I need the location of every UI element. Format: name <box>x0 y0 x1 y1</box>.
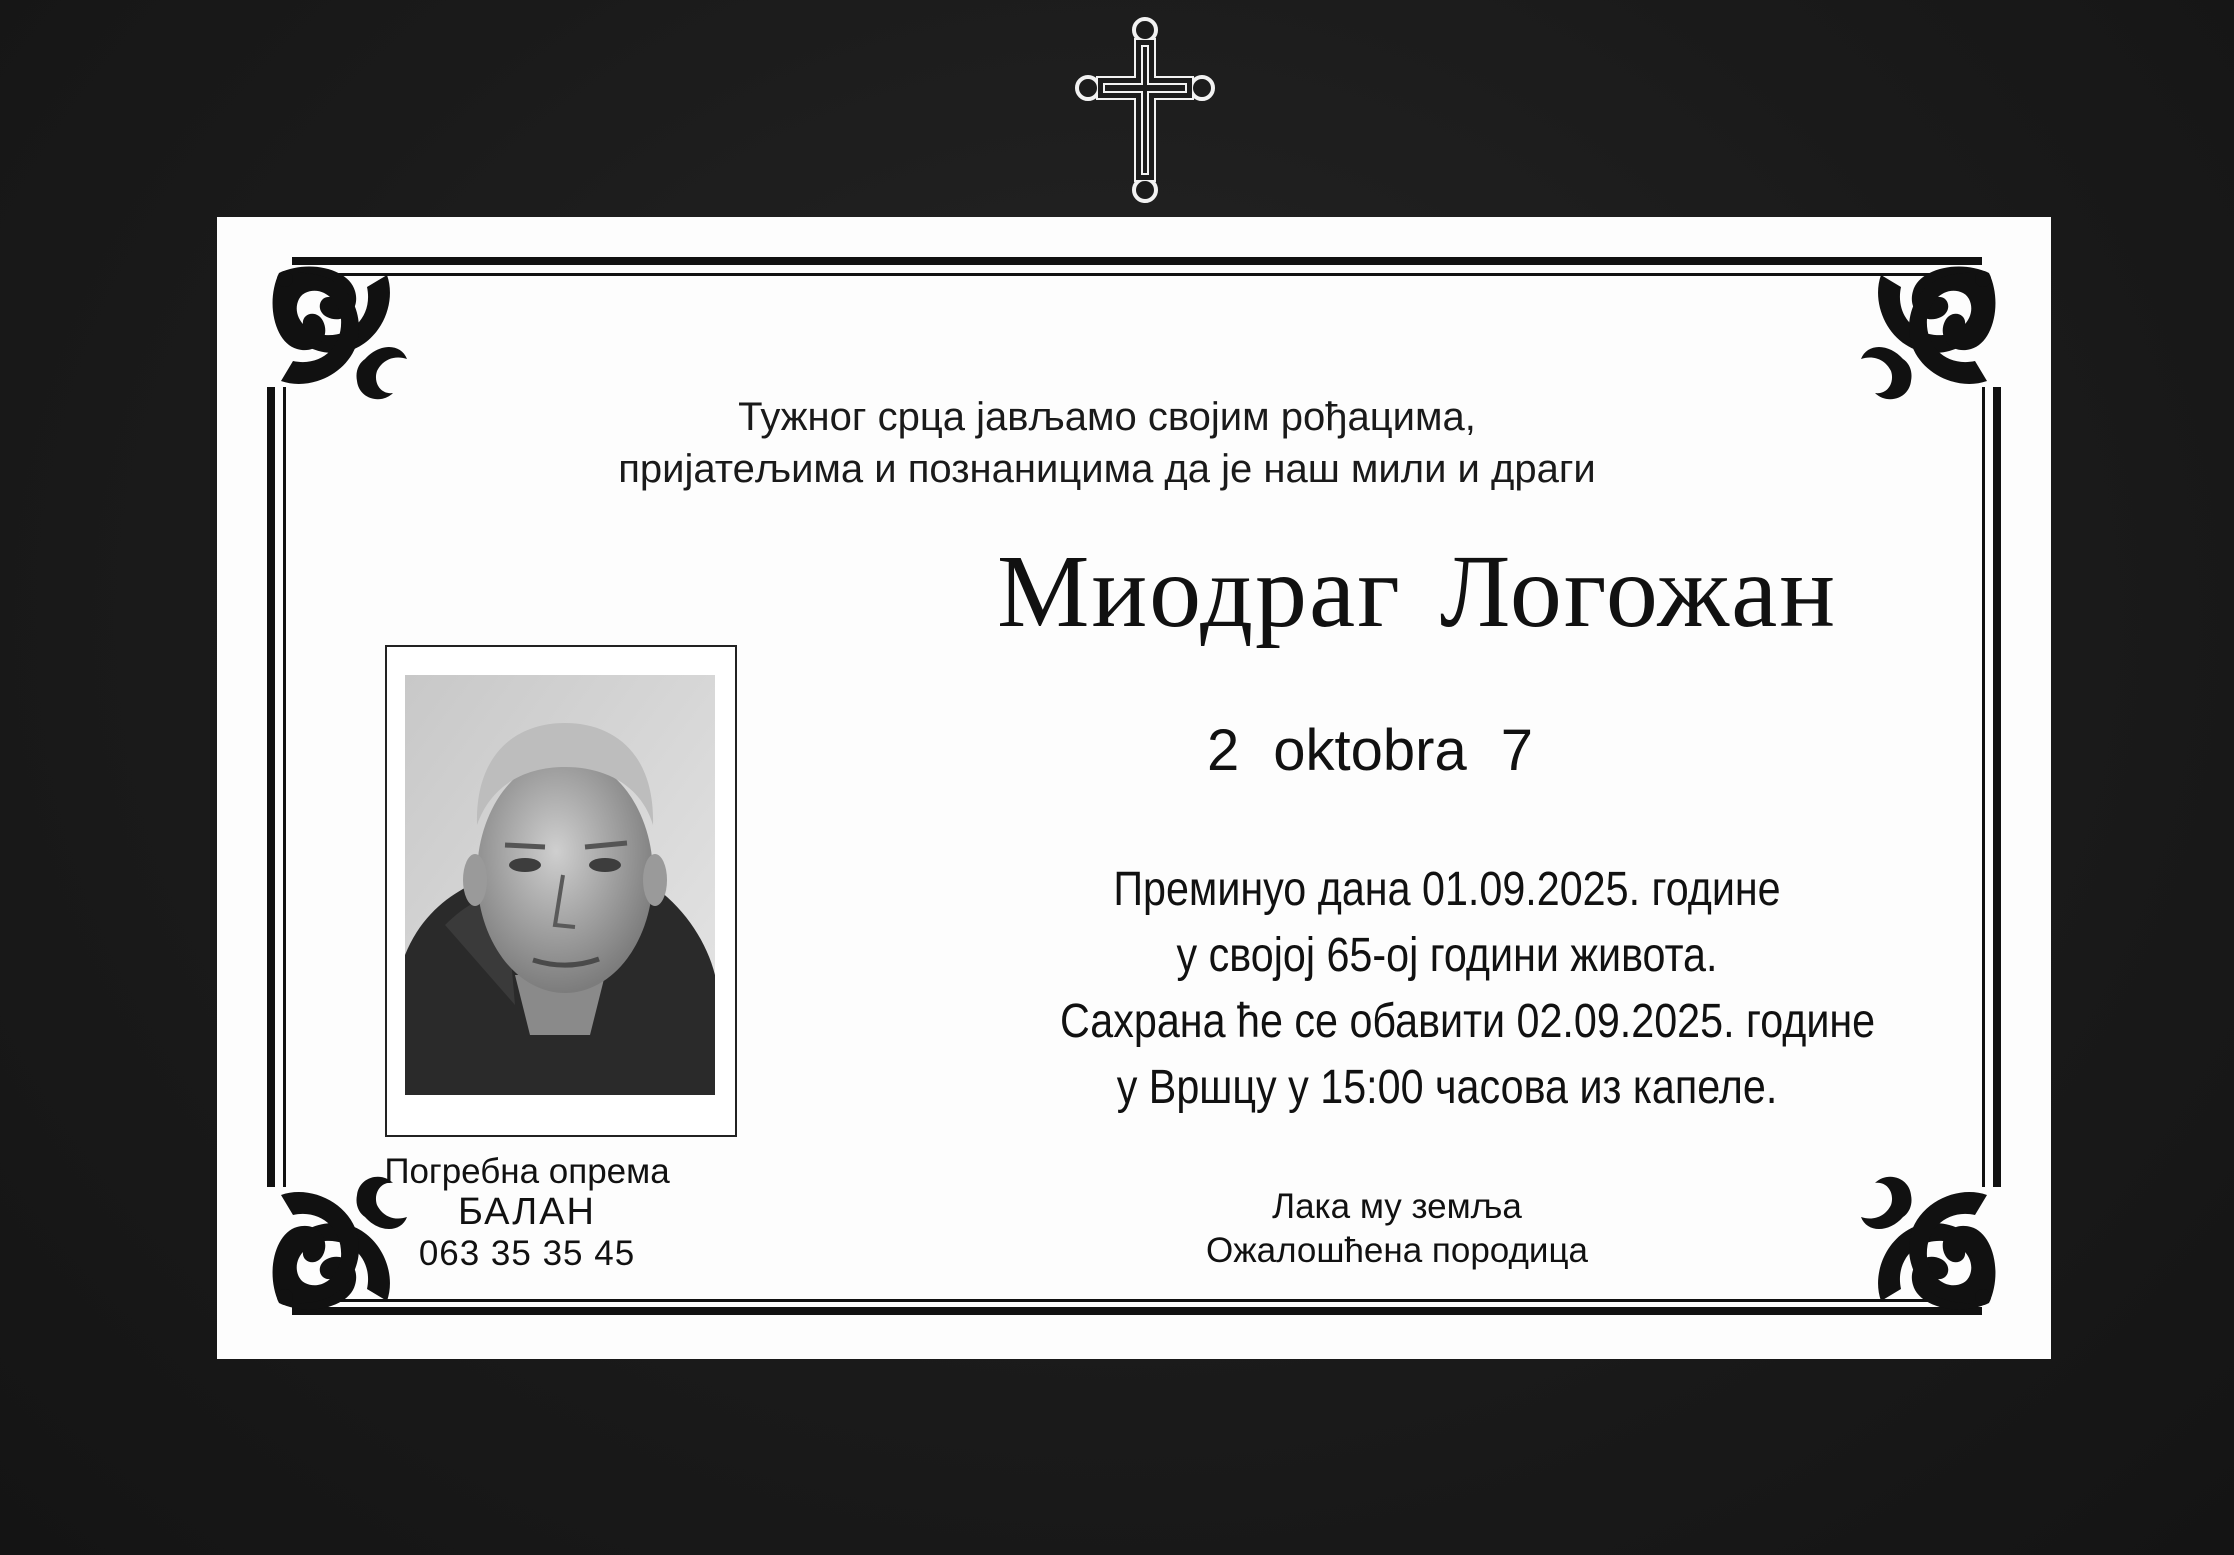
ornamental-corner-icon <box>273 267 407 400</box>
sponsor-company: БАЛАН <box>457 1191 596 1233</box>
ornamental-corner-icon <box>1861 1177 1995 1310</box>
first-name: Миодраг <box>997 534 1402 649</box>
date-value: 7 <box>1500 718 1533 783</box>
detail-line-2: у својој 65-ој години живота. <box>1176 929 1718 982</box>
closing-line-2: Ожалошћена породица <box>1206 1231 1588 1270</box>
intro-line-1: Тужног срца јављамо својим рођацима, <box>738 395 1476 439</box>
date-line <box>1207 717 1707 784</box>
detail-line-4: у Вршцу у 15:00 часова из капеле. <box>1116 1061 1778 1114</box>
cross-icon <box>1072 12 1218 208</box>
date-day: 2 <box>1207 718 1240 783</box>
closing-line-1: Лака му земља <box>1272 1187 1522 1226</box>
portrait-frame <box>385 645 737 1137</box>
portrait-photo <box>405 675 715 1095</box>
deceased-name <box>997 532 1957 651</box>
last-name: Логожан <box>1439 534 1837 649</box>
sponsor-phone: 063 35 35 45 <box>418 1234 636 1273</box>
detail-line-3: Сахрана ће се обавити 02.09.2025. године <box>1060 995 1876 1048</box>
intro-line-2: пријатељима и познаницима да је наш мили и драги <box>618 447 1596 491</box>
sponsor-label: Погребна опрема <box>384 1152 670 1191</box>
obituary-card <box>217 217 2051 1359</box>
ornamental-corner-icon <box>1861 267 1995 400</box>
detail-line-1: Преминуо дана 01.09.2025. године <box>1113 863 1781 916</box>
date-month: oktobra <box>1273 718 1467 783</box>
